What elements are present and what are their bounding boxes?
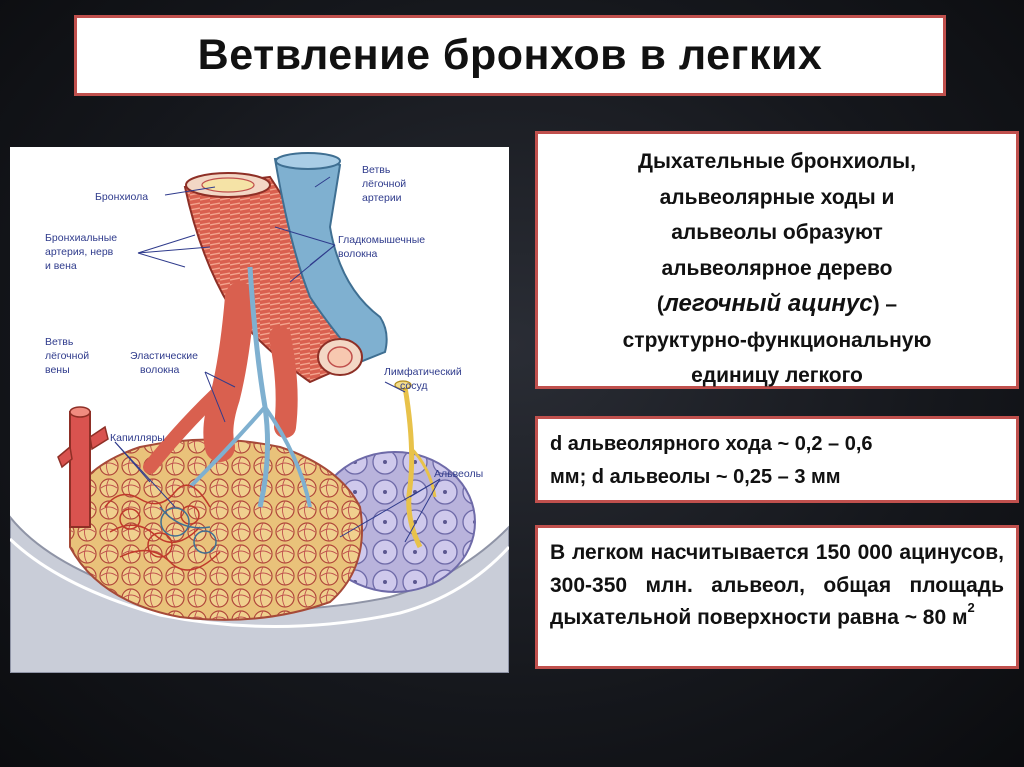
acinus-line-7: единицу легкого xyxy=(691,364,863,387)
label-bronchial-vessels-1: Бронхиальные xyxy=(45,232,118,244)
diameter-line-1: d альвеолярного хода ~ 0,2 – 0,6 xyxy=(550,433,873,455)
acinus-line-2: альвеолярные ходы и xyxy=(659,185,895,209)
label-bronchial-vessels-2: артерия, нерв xyxy=(45,246,114,258)
label-smooth-muscle-2: волокна xyxy=(338,248,378,260)
label-pulm-vein-3: вены xyxy=(45,364,70,376)
label-pulm-vein-2: лёгочной xyxy=(45,350,90,362)
acinus-line-3: альвеолы образуют xyxy=(671,221,883,244)
acinus-definition-box xyxy=(535,131,1019,389)
acinus-line-4: альвеолярное дерево xyxy=(661,256,893,280)
label-smooth-muscle-1: Гладкомышечные xyxy=(338,234,426,246)
acinus-line-6: структурно-функциональную xyxy=(622,328,932,352)
acinus-term: легочный ацинус xyxy=(663,290,873,317)
title-box xyxy=(74,15,946,96)
square-superscript: 2 xyxy=(967,600,975,615)
statistics-box xyxy=(535,525,1019,669)
label-pulm-vein-1: Ветвь xyxy=(45,336,74,348)
statistics-text: В легком насчитывается 150 000 ацинусов, 300-350 млн. альвеол, общая площадь дыхательной поверхности равна ~ 80 м xyxy=(550,541,1004,629)
label-pulm-artery-2: лёгочной xyxy=(362,178,407,190)
label-pulm-artery-3: артерии xyxy=(362,192,402,204)
label-pulm-artery-1: Ветвь xyxy=(362,164,391,176)
paren-close: ) – xyxy=(872,293,898,316)
acinus-illustration xyxy=(10,147,509,673)
paren-open: ( xyxy=(656,293,664,316)
slide-title: Ветвление бронхов в легких xyxy=(197,31,823,79)
label-alveoli: Альвеолы xyxy=(434,468,484,480)
acinus-drawing xyxy=(10,147,509,673)
acinus-line-1: Дыхательные бронхиолы, xyxy=(638,150,916,173)
label-capillaries: Капилляры xyxy=(110,432,165,444)
label-bronchial-vessels-3: и вена xyxy=(45,260,77,272)
label-lymph-2: сосуд xyxy=(400,380,428,392)
acinus-line-5 xyxy=(552,286,1002,323)
diameter-box xyxy=(535,416,1019,503)
diameter-line-2: мм; d альвеолы ~ 0,25 – 3 мм xyxy=(550,466,841,488)
label-elastic-2: волокна xyxy=(140,364,180,376)
label-lymph-1: Лимфатический xyxy=(384,366,462,378)
label-elastic-1: Эластические xyxy=(130,350,198,362)
label-bronchiole: Бронхиола xyxy=(95,191,149,203)
